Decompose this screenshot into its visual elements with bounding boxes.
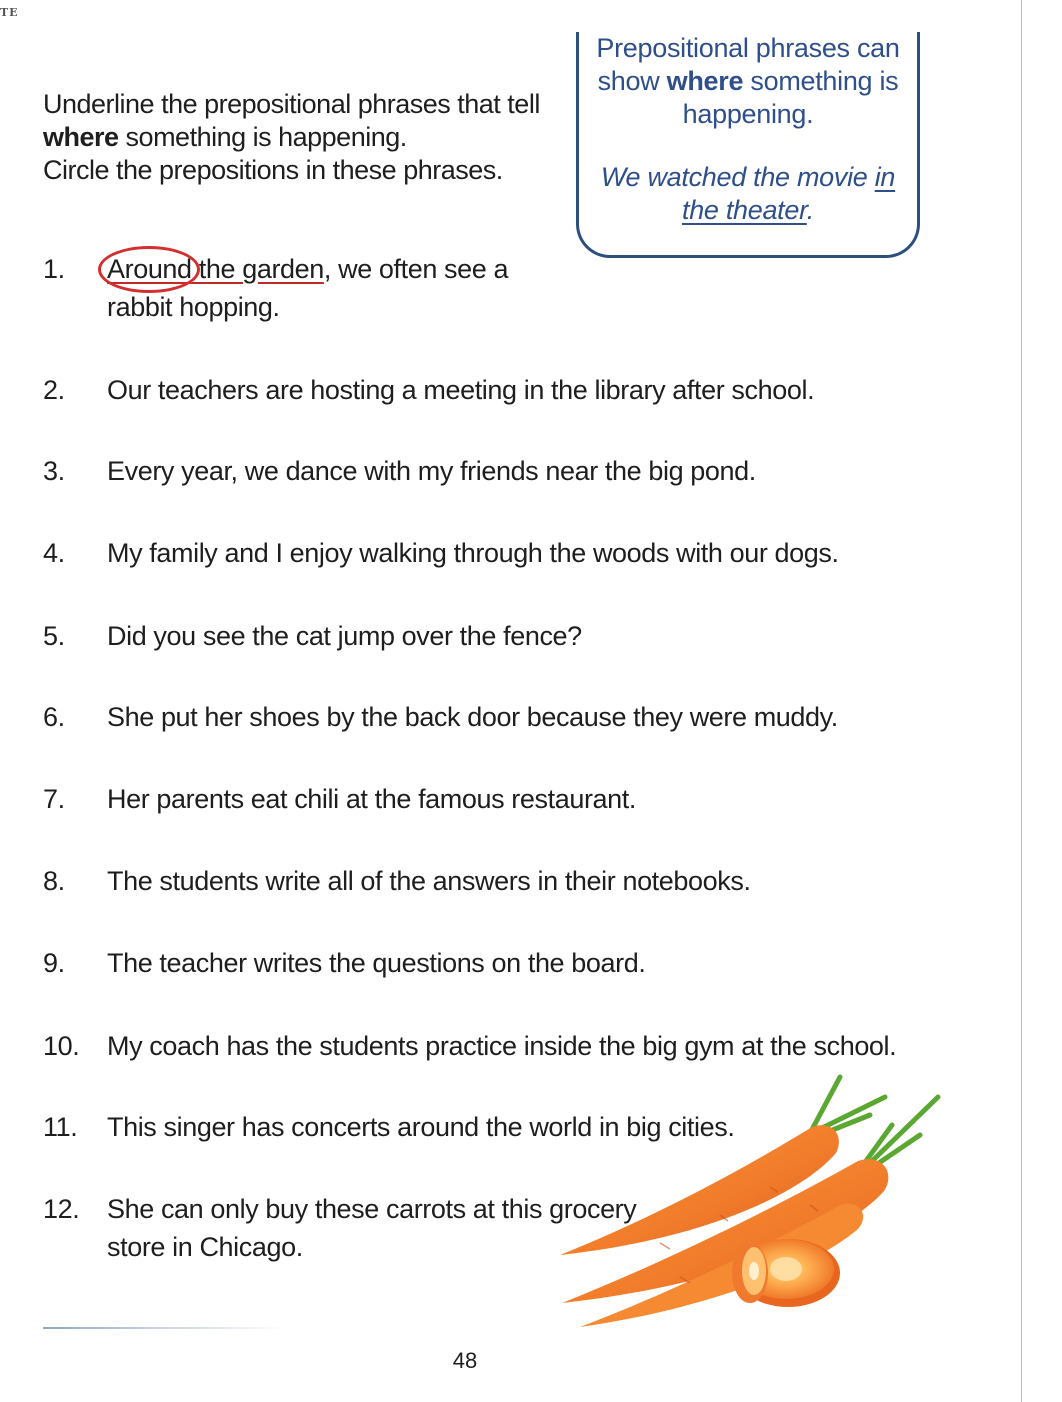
question-text: Every year, we dance with my friends near the big pond.: [107, 456, 756, 486]
page-number: 48: [452, 1348, 478, 1373]
question-number: 12.: [43, 1194, 80, 1224]
question-text: The students write all of the answers in their notebooks.: [107, 866, 751, 896]
instructions-line-3: Circle the prepositions in these phrases.: [43, 155, 503, 185]
question-number: 5.: [43, 621, 65, 651]
question-number: 10.: [43, 1031, 80, 1061]
question-text: My family and I enjoy walking through the woods with our dogs.: [107, 538, 839, 568]
question-text: The teacher writes the questions on the board.: [107, 948, 646, 978]
question-number: 9.: [43, 948, 65, 978]
question-12-line-2: store in Chicago.: [107, 1232, 303, 1262]
question-text: She put her shoes by the back door because they were muddy.: [107, 702, 838, 732]
question-text: My coach has the students practice inside the big gym at the school.: [107, 1031, 897, 1061]
question-number: 8.: [43, 866, 65, 896]
instructions-bold-where: where: [43, 122, 119, 152]
tip-rule-part1: Prepositional phrases can show: [596, 33, 900, 96]
circled-preposition: Around: [107, 250, 192, 288]
tip-example-end: .: [806, 195, 814, 225]
instructions-line-2-rest: something is happening.: [118, 122, 407, 152]
question-number: 3.: [43, 456, 65, 486]
tip-rule-part2: something is happening.: [682, 66, 899, 129]
instructions-line-1: Underline the prepositional phrases that tell: [43, 89, 540, 119]
question-text: Did you see the cat jump over the fence?: [107, 621, 582, 651]
tip-example-underlined: in the theater: [682, 162, 896, 225]
question-text: [107, 250, 508, 288]
question-number: 11.: [43, 1112, 78, 1142]
question-number: 1.: [43, 254, 65, 284]
question-number: 6.: [43, 702, 65, 732]
question-text: This singer has concerts around the world in big cities.: [107, 1112, 735, 1142]
question-number: 7.: [43, 784, 65, 814]
question-number: 4.: [43, 538, 65, 568]
question-text: Her parents eat chili at the famous restaurant.: [107, 784, 636, 814]
tip-example-part1: We watched the movie: [600, 162, 875, 192]
question-text: She can only buy these carrots at this grocery: [107, 1194, 637, 1224]
tip-rule-bold: where: [666, 66, 744, 96]
carrots-illustration: [540, 1065, 960, 1335]
question-text-rest: , we often see a: [323, 254, 509, 284]
footer-rule: [43, 1327, 283, 1329]
underlined-phrase: the garden: [191, 254, 324, 284]
question-1-line-2: rabbit hopping.: [107, 292, 280, 322]
question-number: 2.: [43, 375, 65, 405]
question-text: Our teachers are hosting a meeting in the library after school.: [107, 375, 815, 405]
corner-mark: TE: [0, 6, 19, 19]
carrot-slices: [732, 1239, 840, 1307]
